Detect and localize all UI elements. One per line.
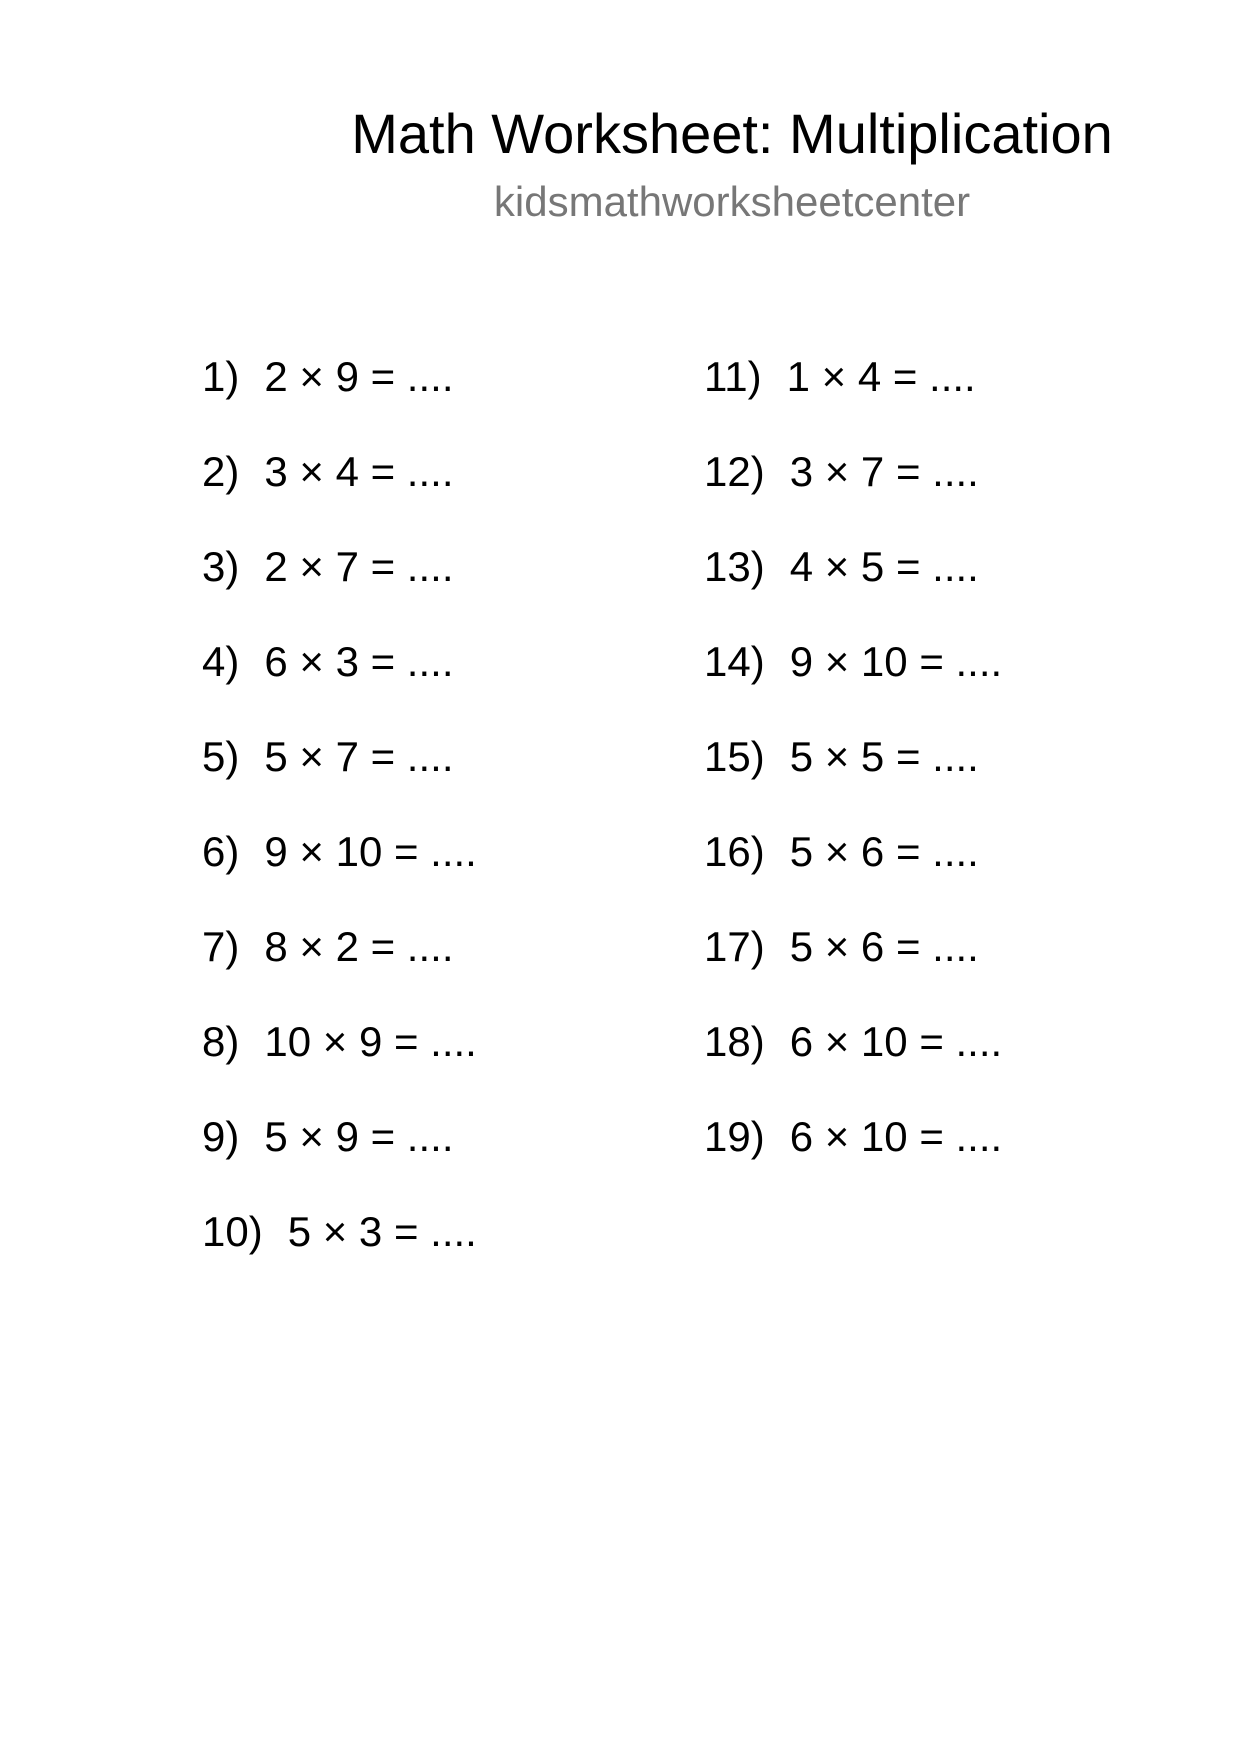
problem-item [202, 917, 477, 1012]
problem-item [202, 442, 477, 537]
problem-number: 10) [202, 1208, 263, 1255]
problem-expression: 5 × 7 = .... [264, 733, 454, 780]
problem-expression: 2 × 9 = .... [264, 353, 454, 400]
problem-item [202, 537, 477, 632]
problem-expression: 10 × 9 = .... [264, 1018, 477, 1065]
problem-number: 9) [202, 1113, 240, 1160]
problem-item [704, 632, 1002, 727]
problem-item [704, 727, 1002, 822]
problem-column-right [704, 347, 1002, 1202]
site-name: kidsmathworksheetcenter [493, 178, 971, 225]
problem-number: 3) [202, 543, 240, 590]
problem-expression: 6 × 10 = .... [789, 1018, 1003, 1065]
problem-number: 5) [202, 733, 240, 780]
problem-expression: 6 × 10 = .... [789, 1113, 1003, 1160]
problem-number: 19) [704, 1113, 765, 1160]
problem-expression: 5 × 9 = .... [264, 1113, 454, 1160]
problem-item [704, 1107, 1002, 1202]
problem-number: 18) [704, 1018, 765, 1065]
problem-item [704, 917, 1002, 1012]
problem-expression: 5 × 6 = .... [789, 923, 979, 970]
problem-expression: 1 × 4 = .... [786, 353, 976, 400]
problem-number: 6) [202, 828, 240, 875]
problem-expression: 9 × 10 = .... [789, 638, 1003, 685]
problem-number: 11) [704, 353, 762, 400]
problem-number: 12) [704, 448, 765, 495]
problem-item [202, 1012, 477, 1107]
problem-number: 16) [704, 828, 765, 875]
problem-number: 7) [202, 923, 240, 970]
problem-number: 4) [202, 638, 240, 685]
problem-number: 17) [704, 923, 765, 970]
problem-number: 8) [202, 1018, 240, 1065]
problem-item [202, 1107, 477, 1202]
problem-item [202, 632, 477, 727]
problem-number: 13) [704, 543, 765, 590]
problem-item [202, 1202, 477, 1297]
problem-expression: 6 × 3 = .... [264, 638, 454, 685]
problem-number: 1) [202, 353, 240, 400]
problem-expression: 2 × 7 = .... [264, 543, 454, 590]
problem-expression: 4 × 5 = .... [789, 543, 979, 590]
problem-item [704, 537, 1002, 632]
problem-item [704, 347, 1002, 442]
problem-number: 2) [202, 448, 240, 495]
problem-expression: 5 × 6 = .... [789, 828, 979, 875]
worksheet-header [322, 96, 1142, 232]
problem-item [202, 347, 477, 442]
problem-expression: 3 × 7 = .... [789, 448, 979, 495]
problem-expression: 8 × 2 = .... [264, 923, 454, 970]
problem-item [704, 822, 1002, 917]
problem-column-left [202, 347, 477, 1297]
problem-item [202, 822, 477, 917]
problem-item [202, 727, 477, 822]
page-title: Math Worksheet: Multiplication [351, 102, 1113, 165]
problem-item [704, 1012, 1002, 1107]
problem-item [704, 442, 1002, 537]
problem-number: 15) [704, 733, 765, 780]
problem-expression: 5 × 3 = .... [287, 1208, 477, 1255]
problem-expression: 9 × 10 = .... [264, 828, 477, 875]
problem-number: 14) [704, 638, 765, 685]
problem-expression: 3 × 4 = .... [264, 448, 454, 495]
problem-expression: 5 × 5 = .... [789, 733, 979, 780]
